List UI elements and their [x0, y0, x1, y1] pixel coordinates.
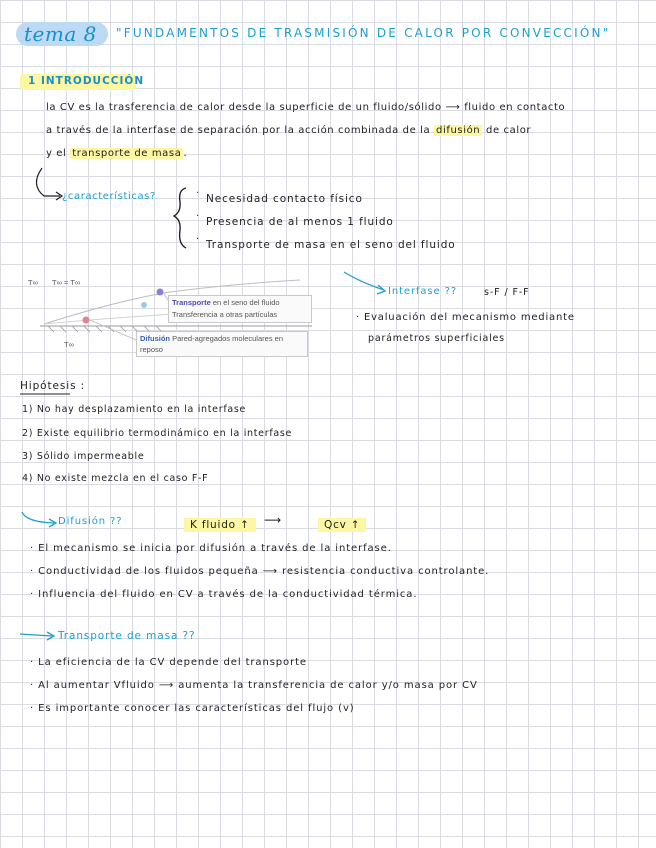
figure-transporte-box: Transporte en el seno del fluido Transferencia a otras partículas — [168, 295, 312, 323]
interfase-note: s-F / F-F — [484, 287, 530, 298]
difusion-item-3: · Influencia del fluido en CV a través de la conductividad térmica. — [30, 589, 418, 600]
difusion-label: Difusión ?? — [58, 516, 123, 527]
particle-fluid-icon — [157, 289, 164, 296]
bullet-icon: · — [196, 211, 200, 222]
hipotesis-item-4: 4) No existe mezcla en el caso F-F — [22, 473, 209, 484]
qcv-box: Qcv ↑ — [318, 513, 366, 532]
hipotesis-item-3: 3) Sólido impermeable — [22, 451, 145, 462]
interfase-desc-1: · Evaluación del mecanismo mediante — [356, 312, 575, 323]
difusion-item-1: · El mecanismo se inicia por difusión a través de la interfase. — [30, 543, 392, 554]
caracteristica-item-2: Presencia de al menos 1 fluido — [206, 216, 394, 228]
intro-heading: 1 INTRODUCCIÓN — [28, 75, 145, 87]
figure-difusion-box: Difusión Pared-agregados moleculares en reposo — [136, 331, 308, 357]
figure-t-inf-3: T∞ — [64, 340, 74, 349]
transporte-item-2: · Al aumentar Vfluido ⟶ aumenta la transferencia de calor y/o masa por CV — [30, 680, 478, 691]
intro-line-3: y el transporte de masa . — [46, 148, 188, 159]
interfase-label: Interfase ?? — [388, 286, 458, 297]
hipotesis-item-1: 1) No hay desplazamiento en la interfase — [22, 404, 247, 415]
hipotesis-item-2: 2) Existe equilibrio termodinámico en la interfase — [22, 428, 293, 439]
page-title: "FUNDAMENTOS DE TRASMISIÓN DE CALOR POR CONVECCIÓN" — [116, 26, 611, 40]
arrow-icon: ⟶ — [445, 102, 461, 113]
k-fluido-box: K fluido ↑ — [184, 513, 256, 532]
bullet-icon: · — [196, 234, 200, 245]
bullet-icon: · — [196, 188, 200, 199]
intro-line-2: a través de la interfase de separación por la acción combinada de la difusión de calor — [46, 125, 532, 136]
intro-line-1: la CV es la trasferencia de calor desde la superficie de un fluido/sólido ⟶ fluido en contacto — [46, 102, 566, 113]
figure-t-inf-1: T∞ — [28, 278, 38, 287]
arrow-icon: ⟶ — [264, 513, 282, 527]
figure-t-inf-2: T∞ = T∞ — [52, 278, 81, 287]
difusion-item-2: · Conductividad de los fluidos pequeña ⟶ resistencia conductiva controlante. — [30, 566, 490, 577]
tema-label: tema 8 — [24, 22, 97, 46]
caracteristica-item-3: Transporte de masa en el seno del fluido — [206, 239, 456, 251]
caracteristicas-label: ¿características? — [62, 191, 156, 202]
transporte-label: Transporte de masa ?? — [58, 630, 196, 642]
hipotesis-heading: Hipótesis : — [20, 380, 86, 392]
caracteristica-item-1: Necesidad contacto físico — [206, 193, 363, 205]
arrow-icon: ⟶ — [262, 566, 278, 577]
particle-wall-icon — [83, 317, 90, 324]
interfase-desc-2: parámetros superficiales — [368, 333, 505, 344]
transporte-item-1: · La eficiencia de la CV depende del transporte — [30, 657, 307, 668]
transporte-item-3: · Es importante conocer las características del flujo (v) — [30, 703, 355, 714]
arrow-icon: ⟶ — [158, 680, 175, 691]
